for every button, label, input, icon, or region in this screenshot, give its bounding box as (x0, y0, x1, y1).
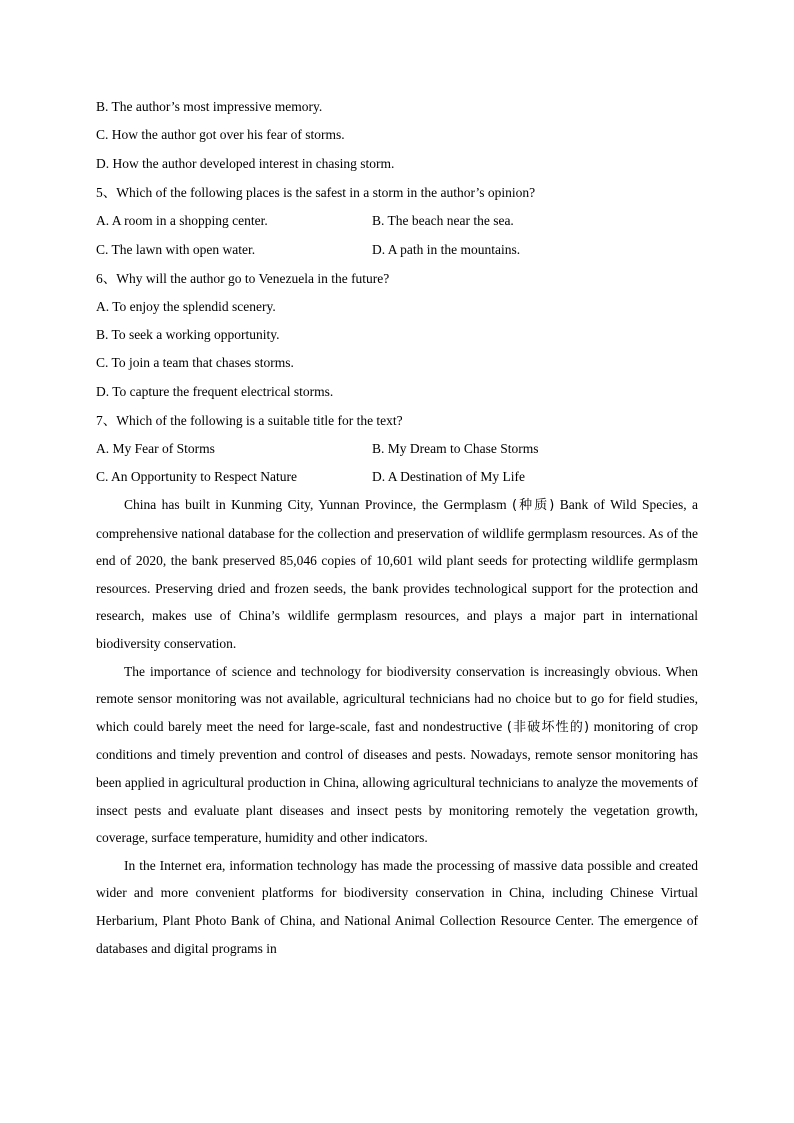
q5-option-c: C. The lawn with open water. (96, 242, 256, 257)
q5-option-b: B. The beach near the sea. (372, 213, 514, 228)
document-page (96, 93, 698, 962)
p1-chinese-gloss: (种质) (512, 498, 555, 513)
q7-options-row-2 (96, 463, 698, 491)
p1-text-after: Bank of Wild Species, a comprehensive national database for the collection and preservation of wildlife germplasm resources. As of the end of 2020, the bank preserved 85,046 copies of 10,601 wild plant seeds for protecting wildlife germplasm resources. Preserving dried and frozen seeds, the bank provides technological support for the protection and research, makes use of China’s wildlife germplasm resources, and plays a major part in international biodiversity conservation. (96, 497, 698, 651)
passage-paragraph-1 (96, 491, 698, 658)
p2-text-before: The importance of science and technology for biodiversity conservation is increasingly obvious. When remote sensor monitoring was not available, agricultural technicians had no choice but to go for field studies, which could barely meet the need for large-scale, fast and nondestructive (96, 663, 698, 734)
q6-option-a: A. To enjoy the splendid scenery. (96, 299, 276, 314)
q5-stem: 5、Which of the following places is the safest in a storm in the author’s opinion? (96, 185, 536, 200)
q7-options-row-1 (96, 435, 698, 463)
q4-option-c: C. How the author got over his fear of storms. (96, 127, 345, 142)
q6-option-c: C. To join a team that chases storms. (96, 355, 294, 370)
q5-options-row-2 (96, 235, 698, 264)
q7-option-c: C. An Opportunity to Respect Nature (96, 469, 297, 484)
p1-text-before: China has built in Kunming City, Yunnan Province, the Germplasm (124, 497, 513, 512)
q7-option-d: D. A Destination of My Life (372, 469, 525, 484)
q7-stem: 7、Which of the following is a suitable title for the text? (96, 413, 403, 428)
q6-option-b: B. To seek a working opportunity. (96, 327, 280, 342)
q6-stem: 6、Why will the author go to Venezuela in the future? (96, 271, 390, 286)
q5-options-row-1 (96, 207, 698, 235)
p2-text-after: monitoring of crop conditions and timely prevention and control of diseases and pests. Nowadays, remote sensor monitoring has been applied in agricultural production in China, allowing agricultural technicians to analyze the movements of insect pests and evaluate plant diseases and insect pests by monitoring remotely the vegetation growth, coverage, surface temperature, humidity and other indicators. (96, 718, 698, 846)
passage-paragraph-2 (96, 658, 698, 852)
passage-paragraph-3: In the Internet era, information technology has made the processing of massive data possible and created wider and more convenient platforms for biodiversity conservation in China, including Chinese Virtual Herbarium, Plant Photo Bank of China, and National Animal Collection Resource Center. The emergence of databases and digital programs in (96, 857, 698, 956)
q7-option-a: A. My Fear of Storms (96, 441, 215, 456)
q4-option-d: D. How the author developed interest in chasing storm. (96, 156, 395, 171)
q5-option-a: A. A room in a shopping center. (96, 213, 268, 228)
q7-option-b: B. My Dream to Chase Storms (372, 441, 539, 456)
q5-option-d: D. A path in the mountains. (372, 242, 521, 257)
q4-option-b: B. The author’s most impressive memory. (96, 99, 323, 114)
p2-chinese-gloss: (非破坏性的) (506, 719, 590, 735)
q6-option-d: D. To capture the frequent electrical storms. (96, 384, 334, 399)
